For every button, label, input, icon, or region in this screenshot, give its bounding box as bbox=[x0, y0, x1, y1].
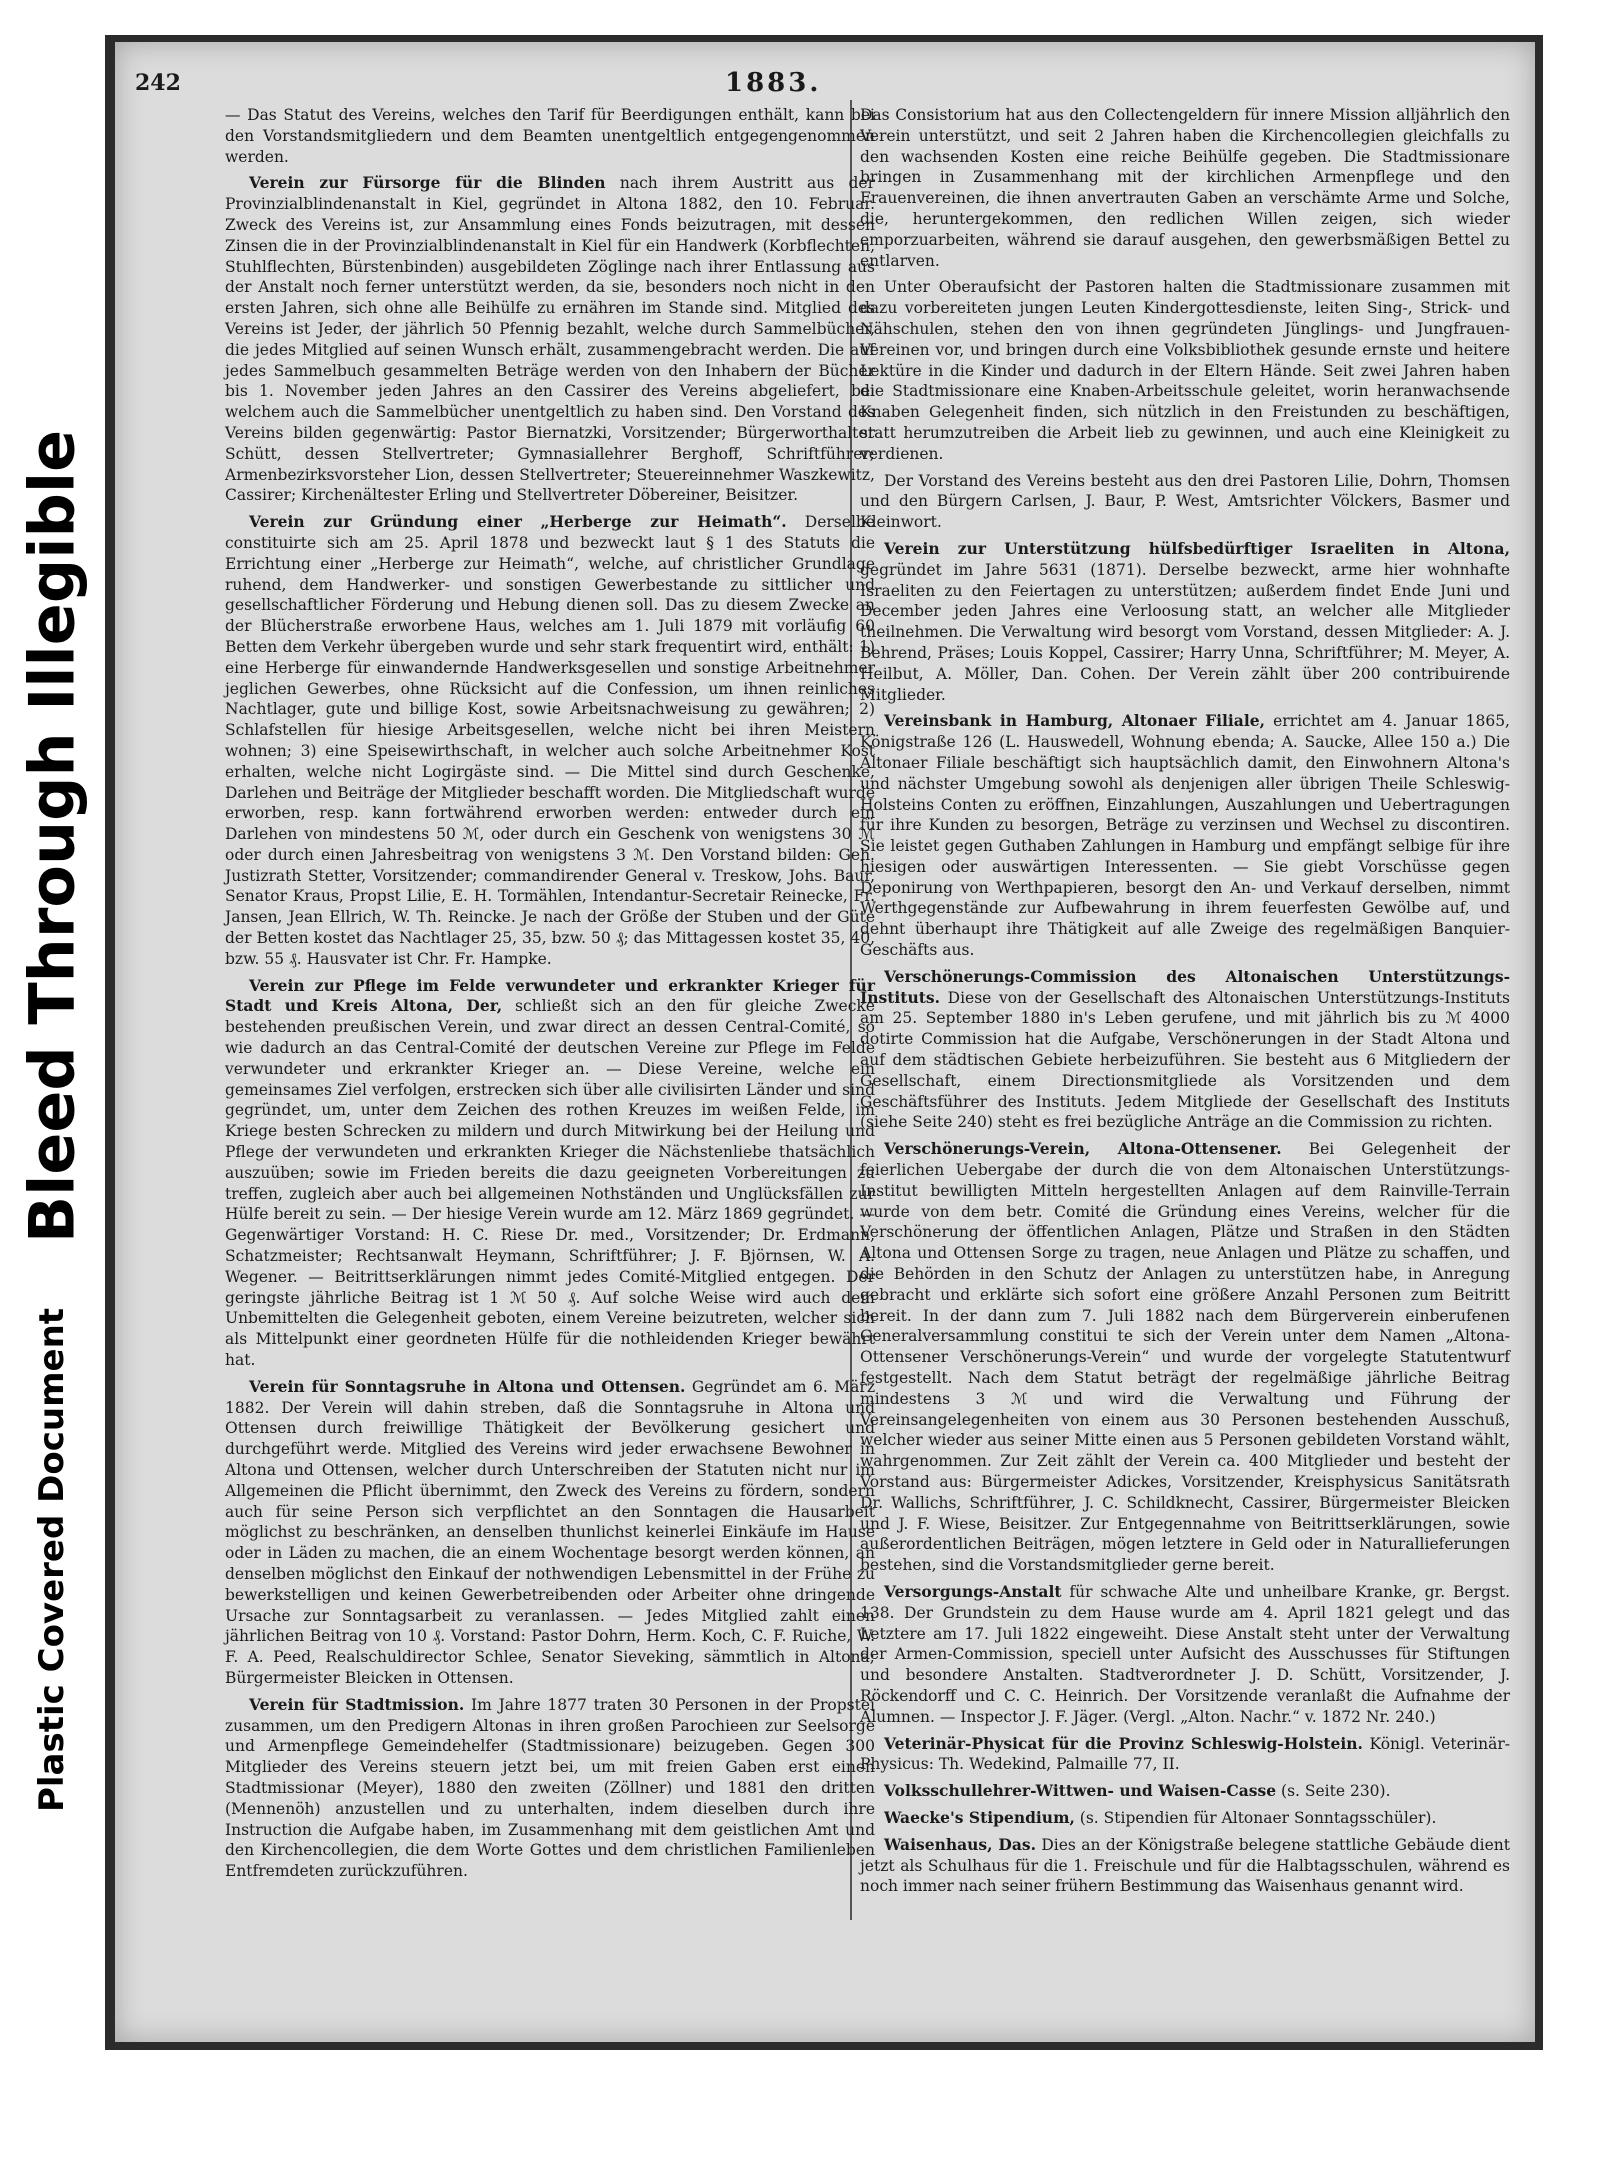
entry-versorgungs-anstalt bbox=[860, 1582, 1510, 1728]
plastic-covered-label: Plastic Covered Document bbox=[32, 1307, 72, 1813]
entry-title: Waisenhaus, Das. bbox=[884, 1834, 1036, 1854]
paragraph: Unter Oberaufsicht der Pastoren halten die Stadtmissionare zusammen mit dazu vorbereiteten jungen Leuten Kindergottesdienste, leiten Sing-, Strick- und Nähschulen, stehen den von ihnen gegründeten Jünglings- und Jungfrauen-Vereinen vor, und bringen durch eine Volksbibliothek gesunde ernste und heitere Lektüre in die Kinder und dadurch in der Eltern Hände. Seit zwei Jahren haben die Stadtmissionare eine Knaben-Arbeitsschule geleitet, worin heranwachsende Knaben Gelegenheit finden, sich nützlich in den Freistunden zu beschäftigen, statt herumzutreiben die Arbeit lieb zu gewinnen, und auch eine Kleinigkeit zu verdienen. bbox=[860, 278, 1510, 463]
entry-text: Im Jahre 1877 traten 30 Personen in der Propstei zusammen, um den Predigern Altonas in ihren großen Parochieen zur Seelsorge und Armenpflege Gemeindehelfer (Stadtmissionare) beizugeben. Gegen 300 Mitglieder des Vereins steuern jetzt bei, um mit freien Gaben erst einen Stadtmissionar (Meyer), 1880 den zweiten (Zöllner) und 1881 den dritten (Mennenöh) anzustellen und zu unterhalten, indem dieselben durch ihre Instruction die Aufgabe haben, im Zusammenhang mit dem geistlichen Amt und den Kirchencollegien, die dem Worte Gottes und dem christlichen Familienleben Entfremdeten zurückzuführen. bbox=[225, 1695, 875, 1881]
entry-vereinsbank bbox=[860, 711, 1510, 961]
paragraph: — Das Statut des Vereins, welches den Tarif für Beerdigungen enthält, kann bei den Vorstandsmitgliedern und dem Beamten unentgeltlich entgegengenommen werden. bbox=[225, 106, 875, 166]
entry-title: Verein zur Pflege im Felde verwundeter und erkrankter Krieger für Stadt und Kreis Altona, Der, bbox=[225, 975, 875, 1016]
entry-text: Dies an der Königstraße belegene stattliche Gebäude dient jetzt als Schulhaus für die 1. Freischule und für die Halbtagsschulen, während es noch immer nach seiner frühern Bestimmung das Waisenhaus genannt wird. bbox=[860, 1835, 1510, 1896]
entry-text: für schwache Alte und unheilbare Kranke, gr. Bergst. 138. Der Grundstein zu dem Hause wurde am 4. April 1821 gelegt und das Letztere am 17. Juli 1822 eingeweiht. Diese Anstalt steht unter der Verwaltung der Armen-Commission, speciell unter Aufsicht des Ausschusses für Stiftungen und besondere Anstalten. Stadtverordneter J. D. Schütt, Vorsitzender, J. Röckendorff und C. C. Heinrich. Der Vorsitzende veranlaßt die Aufnahme der Alumnen. — Inspector J. F. Jäger. (Vergl. „Alton. Nachr.“ v. 1872 Nr. 240.) bbox=[860, 1582, 1510, 1726]
warning-tab bbox=[0, 0, 105, 2177]
left-column bbox=[225, 105, 875, 1888]
entry-text: Diese von der Gesellschaft des Altonaischen Unterstützungs-Instituts am 25. September 1880 in's Leben gerufene, und mit jährlich bis zu ℳ 4000 dotirte Commission hat die Aufgabe, Verschönerungen in der Stadt Altona und auf dem städtischen Gebiete herbeizuführen. Sie besteht aus 6 Mitgliedern der Gesellschaft, einem Directionsmitgliede als Vorsitzenden und dem Geschäftsführer des Instituts. Jedem Mitgliede der Gesellschaft des Instituts (siehe Seite 240) steht es frei bezügliche Anträge an die Commission zu richten. bbox=[860, 988, 1510, 1132]
entry-waecke bbox=[860, 1808, 1510, 1829]
entry-title: Veterinär-Physicat für die Provinz Schleswig-Holstein. bbox=[884, 1733, 1363, 1753]
entry-title: Waecke's Stipendium, bbox=[884, 1807, 1075, 1827]
entry-title: Verein zur Unterstützung hülfsbedürftiger Israeliten in Altona, bbox=[884, 538, 1510, 558]
entry-krieger bbox=[225, 976, 875, 1371]
entry-israeliten bbox=[860, 539, 1510, 705]
page-header bbox=[135, 70, 1475, 110]
entry-title: Vereinsbank in Hamburg, Altonaer Filiale, bbox=[884, 711, 1265, 731]
entry-verschoenerungs-commission bbox=[860, 967, 1510, 1133]
entry-volksschullehrer bbox=[860, 1781, 1510, 1802]
entry-verschoenerungs-verein bbox=[860, 1139, 1510, 1576]
entry-text: gegründet im Jahre 5631 (1871). Derselbe bezweckt, arme hier wohnhafte Israeliten zu den Feiertagen zu unterstützen; außerdem findet Ende Juni und December jeden Jahres eine Verloosung statt, an welcher alle Mitglieder theilnehmen. Die Verwaltung wird besorgt vom Vorstand, dessen Mitglieder: A. J. Behrend, Präses; Louis Koppel, Cassirer; Harry Unna, Schriftführer; M. Meyer, A. Heilbut, A. Möller, Dan. Cohen. Der Verein zählt über 200 contribuirende Mitglieder. bbox=[860, 560, 1510, 704]
entry-sonntagsruhe bbox=[225, 1377, 875, 1689]
entry-text: Derselbe constituirte sich am 25. April 1878 und bezweckt laut § 1 des Statuts die Errichtung einer „Herberge zur Heimath“, welche, auf christlicher Grundlage ruhend, dem Handwerker- und sonstigen Gewerbestande zu sittlicher und gesellschaftlicher Förderung und Hebung dienen soll. Das zu diesem Zwecke an der Blücherstraße erworbene Haus, welches am 1. Juli 1879 mit vorläufig 60 Betten dem Verkehr übergeben wurde und sehr stark frequentirt wird, enthält: 1) eine Herberge für einwandernde Handwerksgesellen und sonstige Arbeitnehmer jeglichen Gewerbes, ohne Rücksicht auf die Confession, um ihnen reinliches Nachtlager, gute und billige Kost, sowie Arbeitsnachweisung zu gewähren; 2) Schlafstellen für hiesige Arbeitsgesellen, welche nicht bei ihren Meistern wohnen; 3) eine Speisewirthschaft, in welcher auch solche Arbeitnehmer Kost erhalten, welche nicht Logirgäste sind. — Die Mittel sind durch Geschenke, Darlehen und Beiträge der Mitglieder beschafft worden. Die Mitgliedschaft wurde erworben, resp. kann fortwährend erworben werden: entweder durch ein Darlehen von mindestens 50 ℳ, oder durch ein Geschenk von wenigstens 30 ℳ oder durch einen Jahresbeitrag von wenigstens 3 ℳ. Den Vorstand bilden: Geh. Justizrath Stetter, Vorsitzender; commandirender General v. Treskow, Johs. Baur, Senator Kraus, Propst Lilie, E. H. Tormählen, Intendantur-Secretair Reinecke, Fr. Jansen, Jean Ellrich, W. Th. Reincke. Je nach der Größe der Stuben und der Güte der Betten kostet das Nachtlager 25, 35, bzw. 50 ₰; das Mittagessen kostet 35, 40, bzw. 55 ₰. Hausvater ist Chr. Fr. Hampke. bbox=[225, 513, 875, 968]
entry-herberge bbox=[225, 512, 875, 970]
entry-title: Verein für Sonntagsruhe in Altona und Ottensen. bbox=[249, 1376, 686, 1396]
paragraph: Das Consistorium hat aus den Collectengeldern für innere Mission alljährlich den Verein unterstützt, und seit 2 Jahren haben die Kirchencollegien gleichfalls zu den wachsenden Kosten eine reiche Beihülfe gegeben. Die Stadtmissionare bringen in Zusammenhang mit der kirchlichen Armenpflege und den Frauenvereinen, die ihnen anvertrauten Gaben an verschämte Arme und Solche, die, heruntergekommen, den redlichen Willen zeigen, sich wieder emporzuarbeiten, während sie darauf ausgehen, den gewerbsmäßigen Bettel zu entlarven. bbox=[860, 106, 1510, 270]
entry-stadtmission bbox=[225, 1695, 875, 1882]
paragraph: Der Vorstand des Vereins besteht aus den drei Pastoren Lilie, Dohrn, Thomsen und den Bürgern Carlsen, J. Baur, P. West, Amtsrichter Völckers, Basmer und Kleinwort. bbox=[860, 471, 1510, 532]
entry-title: Verein zur Gründung einer „Herberge zur Heimath“. bbox=[249, 512, 787, 532]
entry-title: Verein zur Fürsorge für die Blinden bbox=[249, 173, 606, 193]
entry-veterinaer bbox=[860, 1734, 1510, 1776]
page-year: 1883. bbox=[725, 68, 822, 98]
entry-waisenhaus bbox=[860, 1835, 1510, 1897]
entry-text: (s. Seite 230). bbox=[1276, 1782, 1391, 1801]
entry-text: Königl. Veterinär-Physicus: Th. Wedekind, Palmaille 77, II. bbox=[860, 1734, 1510, 1774]
entry-text: Bei Gelegenheit der feierlichen Uebergabe der durch die von dem Altonaischen Unterstützungs-Institut bewilligten Mitteln hergestellten Anlagen auf dem Rainville-Terrain wurde von dem betr. Comité die Gründung eines Vereins, welcher für die Verschönerung der öffentlichen Anlagen, Plätze und Straßen in den Städten Altona und Ottensen Sorge zu tragen, neue Anlagen und Plätze zu schaffen, und die Behörden in den Schutz der Anlagen zu unterstützen habe, in Anregung gebracht und erklärte sich sofort eine größere Anzahl Personen zum Beitritt bereit. In der dann zum 7. Juli 1882 nach dem Bürgerverein einberufenen Generalversammlung constitui te sich der Verein unter dem Namen „Altona-Ottensener Verschönerungs-Verein“ und wurde der vorgelegte Statutentwurf festgestellt. Nach dem Statut beträgt der regelmäßige jährliche Beitrag mindestens 3 ℳ und wird die Verwaltung und Führung der Vereinsangelegenheiten von einem aus 30 Personen bestehenden Ausschuß, welcher wieder aus seiner Mitte einen aus 5 Personen gebildeten Vorstand wählt, wahrgenommen. Zur Zeit zählt der Verein ca. 400 Mitglieder und besteht der Vorstand aus: Bürgermeister Adickes, Vorsitzender, Kreisphysicus Sanitätsrath Dr. Wallichs, Schriftführer, J. C. Schildknecht, Cassirer, Bürgermeister Bleicken und J. F. Wiese, Beisitzer. Zur Entgegennahme von Beitrittserklärungen, sowie außerordentlichen Beiträgen, mögen letztere in Geld oder in Naturallieferungen bestehen, sind die Vorstandsmitglieder gerne bereit. bbox=[860, 1140, 1510, 1575]
entry-title: Verschönerungs-Verein, Altona-Ottensener. bbox=[884, 1139, 1282, 1159]
entry-text: errichtet am 4. Januar 1865, Königstraße 126 (L. Hauswedell, Wohnung ebenda; A. Saucke, Allee 150 a.) Die Altonaer Filiale beschäftigt sich hauptsächlich damit, den Einwohnern Altona's und nächster Umgebung sowohl als denjenigen aller übrigen Theile Schleswig-Holsteins Conten zu eröffnen, Einzahlungen, Auszahlungen und Uebertragungen für ihre Kunden zu besorgen, Beträge zu verzinsen und Wechsel zu discontiren. Sie leistet gegen Guthaben Zahlungen in Hamburg und empfängt selbige für ihre hiesigen oder auswärtigen Interessenten. — Sie giebt Vorschüsse gegen Deponirung von Werthpapieren, besorgt den An- und Verkauf derselben, nimmt Werthgegenstände zur Aufbewahrung in ihrem feuerfesten Gewölbe auf, und dehnt überhaupt ihre Thätigkeit auf alle Zweige des regelmäßigen Banquier-Geschäfts aus. bbox=[860, 712, 1510, 960]
entry-text: schließt sich an den für gleiche Zwecke bestehenden preußischen Verein, und zwar direct an dessen Central-Comité, so wie dadurch an das Central-Comité der deutschen Vereine zur Pflege im Felde verwundeter und erkrankter Krieger an. — Diese Vereine, welche ein gemeinsames Ziel verfolgen, erstrecken sich über alle civilisirten Länder und sind gegründet, um, unter dem Zeichen des rothen Kreuzes im weißen Felde, im Kriege besten Schrecken zu mildern und durch Mitwirkung bei der Heilung und Pflege der verwundeten und erkrankten Krieger die Nächstenliebe thatsächlich auszuüben; sowie im Frieden bereits die dazu geeigneten Vorbereitungen zu treffen, zugleich aber auch bei allgemeinen Nothständen und Unglücksfällen zur Hülfe bereit zu sein. — Der hiesige Verein wurde am 12. März 1869 gegründet. — Gegenwärtiger Vorstand: H. C. Riese Dr. med., Vorsitzender; Dr. Erdmann, Schatzmeister; Rechtsanwalt Heymann, Schriftführer; J. F. Björnsen, W. A. Wegener. — Beitrittserklärungen nimmt jedes Comité-Mitglied entgegen. Der geringste jährliche Beitrag ist 1 ℳ 50 ₰. Auf solche Weise wird auch dem Unbemittelten die Gelegenheit geboten, einem Vereine beizutreten, welcher sich als Mittelpunkt einer geordneten Hülfe für die nothleidenden Krieger bewährt hat. bbox=[225, 997, 875, 1370]
entry-title: Verschönerungs-Commission des Altonaischen Unterstützungs-Instituts. bbox=[860, 966, 1510, 1007]
bleed-through-label: Bleed Through Illegible bbox=[15, 429, 89, 1244]
entry-text: nach ihrem Austritt aus der Provinzialblindenanstalt in Kiel, gegründet in Altona 1882, den 10. Februar. Zweck des Vereins ist, zur Ansammlung eines Fonds beizutragen, mit dessen Zinsen die in der Provinzialblindenanstalt in Kiel für ein Handwerk (Korbflechten, Stuhlflechten, Bürstenbinden) ausgebildeten Zöglinge nach ihrer Entlassung aus der Anstalt noch ferner unterstützt werden, da sie, besonders noch nicht in den ersten Jahren, sich ohne alle Beihülfe zu ernähren im Stande sind. Mitglied des Vereins ist Jeder, der jährlich 50 Pfennig bezahlt, welche durch Sammelbücher, die jedes Mitglied auf seinen Wunsch erhält, zusammengebracht werden. Die auf jedes Sammelbuch gesammelten Beträge werden von den Inhabern der Bücher bis 1. November jeden Jahres an den Cassirer des Vereins abgeliefert, bei welchem auch die Sammelbücher unentgeltlich zu haben sind. Den Vorstand des Vereins bilden gegenwärtig: Pastor Biernatzki, Vorsitzender; Bürgerworthalter Schütt, dessen Stellvertreter; Gymnasiallehrer Berghoff, Schriftführer; Armenbezirksvorsteher Lion, dessen Stellvertreter; Steuereinnehmer Waszkewitz, Cassirer; Kirchenältester Erling und Stellvertreter Döbereiner, Beisitzer. bbox=[225, 174, 875, 505]
entry-text: (s. Stipendien für Altonaer Sonntagsschüler). bbox=[1074, 1808, 1437, 1827]
entry-blinden bbox=[225, 173, 875, 506]
entry-text: Gegründet am 6. März 1882. Der Verein will dahin streben, daß die Sonntagsruhe in Altona und Ottensen durch freiwillige Thätigkeit der Bevölkerung gesichert und durchgeführt werde. Mitglied des Vereins wird jeder erwachsene Bewohner in Altona und Ottensen, welcher durch Unterschreiben der Statuten nicht nur im Allgemeinen die Pflicht übernimmt, den Zweck des Vereins zu fördern, sondern auch für seine Person sich verpflichtet an den Sonntagen die Hausarbeit möglichst zu beschränken, an denselben thunlichst keinerlei Einkäufe im Hause oder in Läden zu machen, die an einem Wochentage besorgt werden können, an denselben möglichst den Einkauf der nothwendigen Lebensmittel in der Frühe zu bewerkstelligen und keinen Gewerbetreibenden oder Arbeiter ohne dringende Ursache zur Sonntagsarbeit zu veranlassen. — Jedes Mitglied zahlt einen jährlichen Beitrag von 10 ₰. Vorstand: Pastor Dohrn, Herm. Koch, C. F. Ruiche, W. F. A. Peed, Realschuldirector Schlee, Senator Sieveking, sämmtlich in Altona; Bürgermeister Bleicken in Ottensen. bbox=[225, 1377, 875, 1687]
entry-title: Verein für Stadtmission. bbox=[249, 1694, 465, 1714]
page-number: 242 bbox=[135, 70, 181, 96]
right-column bbox=[860, 105, 1510, 1903]
entry-title: Versorgungs-Anstalt bbox=[884, 1581, 1062, 1601]
entry-title: Volksschullehrer-Wittwen- und Waisen-Casse bbox=[884, 1781, 1277, 1801]
